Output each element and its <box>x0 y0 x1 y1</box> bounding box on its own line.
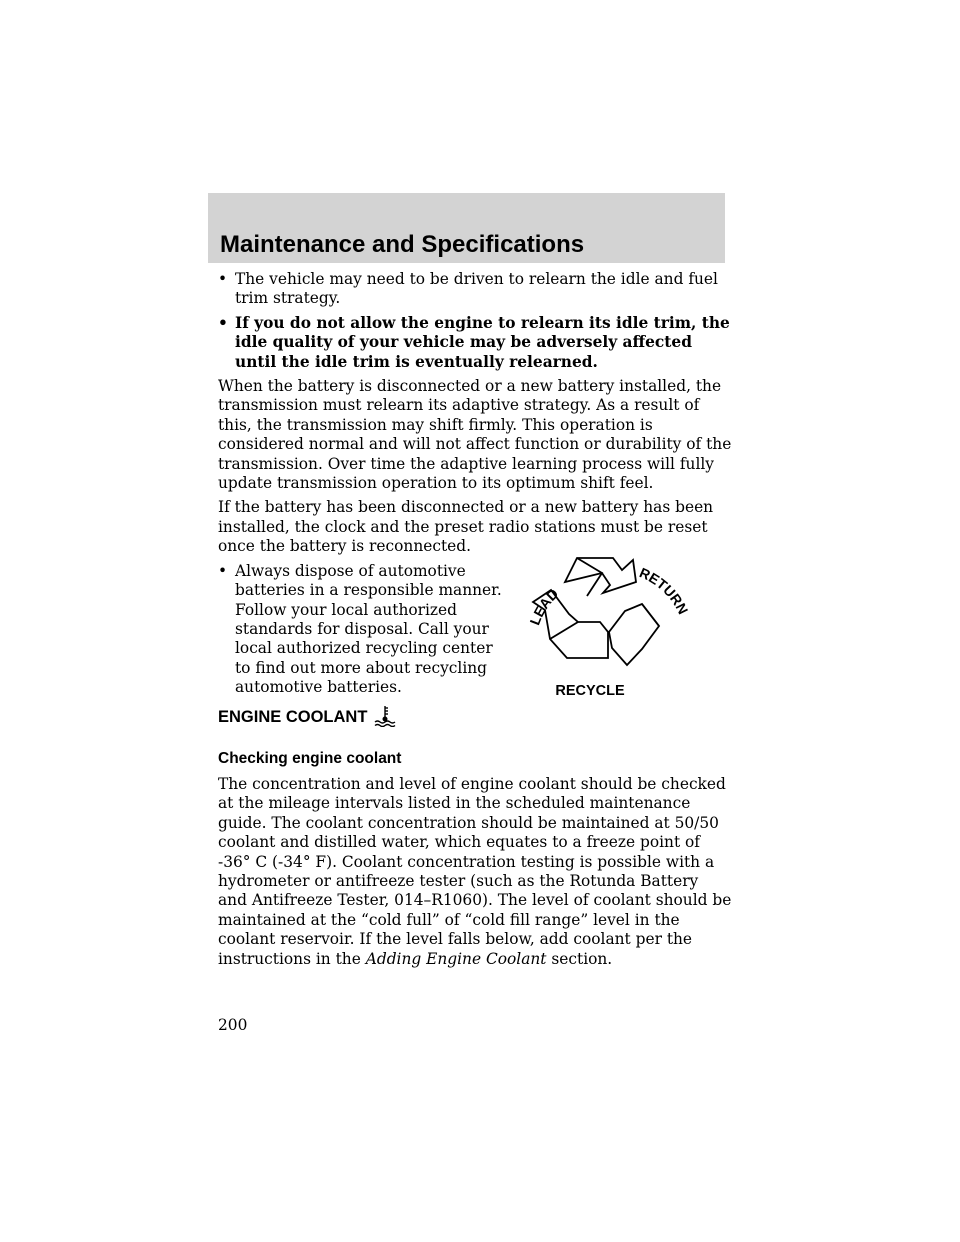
bullet-item <box>218 270 732 309</box>
section-header-band <box>208 193 725 263</box>
section-heading <box>218 705 396 727</box>
section-heading-text: ENGINE COOLANT <box>218 708 368 726</box>
cross-reference-link: Adding Engine Coolant <box>365 949 547 968</box>
bullet-text: Always dispose of automotive batteries in a responsible manner. Follow your local authorized standards for disposal. Call your local authorized recycling center to find out more about recycling automotive batteries. <box>235 561 502 697</box>
coolant-text-end: section. <box>551 949 613 968</box>
paragraph-clock-radio: If the battery has been disconnected or a new battery has been installed, the clock and the preset radio stations must be reset once the battery is reconnected. <box>218 498 714 556</box>
subsection-heading: Checking engine coolant <box>218 750 402 767</box>
bullet-marker: • <box>218 561 228 580</box>
paragraph-transmission: When the battery is disconnected or a new battery installed, the transmission must relearn its adaptive strategy. As a result of this, the transmission may shift firmly. This operation is considered normal and will not affect function or durability of the transmission. Over time the adaptive learning process will fully update transmission operation to its optimum shift feel. <box>218 377 732 493</box>
recycle-logo <box>505 548 705 748</box>
recycle-label-recycle: RECYCLE <box>555 682 625 699</box>
bullet-item-warning <box>218 314 732 372</box>
bullet-item-disposal <box>218 562 505 698</box>
recycle-label-lead: LEAD <box>526 585 562 627</box>
page-number: 200 <box>218 1016 248 1034</box>
paragraph-coolant <box>218 775 732 969</box>
recycle-label-return: RETURN <box>637 564 692 617</box>
bullet-text: If you do not allow the engine to relearn its idle trim, the idle quality of your vehicle may be adversely affected until the idle trim is eventually relearned. <box>235 313 730 371</box>
coolant-text: The concentration and level of engine coolant should be checked at the mileage intervals listed in the scheduled maintenance guide. The coolant concentration should be maintained at 50/50 coolant and distilled water, which equates to a freeze point of -36° C (-34° F). Coolant concentration testing is possible with a hydrometer or antifreeze tester (such as the Rotunda Battery and Antifreeze Tester, 014–R1060). The level of coolant should be maintained at the “cold full” of “cold fill range” level in the coolant reservoir. If the level falls below, add coolant per the instructions in the <box>218 775 732 968</box>
engine-coolant-temperature-icon <box>374 705 396 727</box>
bullet-text: The vehicle may need to be driven to relearn the idle and fuel trim strategy. <box>235 270 718 308</box>
section-title: Maintenance and Specifications <box>220 231 585 258</box>
bullet-marker: • <box>218 313 228 332</box>
bullet-marker: • <box>218 270 228 288</box>
recycle-arrow-right <box>609 604 659 665</box>
